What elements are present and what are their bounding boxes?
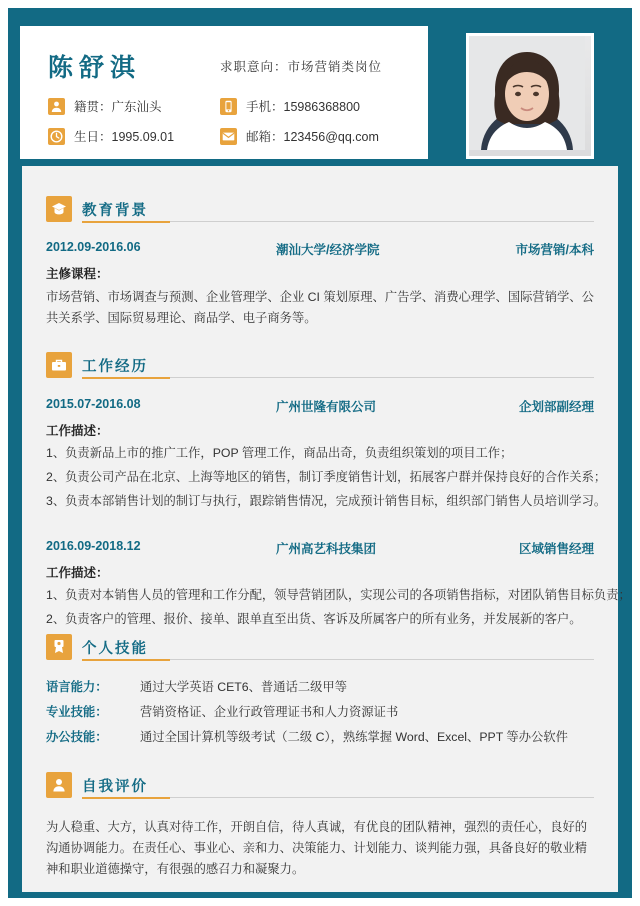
- section-evaluation-title: 自我评价: [82, 779, 148, 795]
- experience-1-item: 2、负责公司产品在北京、上海等地区的销售，制订季度销售计划，拓展客户群并保持良好的合作关系；: [46, 470, 607, 484]
- briefcase-icon: [46, 352, 72, 378]
- skill-label: 专业技能：: [46, 705, 108, 719]
- section-education-header: [46, 196, 594, 222]
- section-rule-accent: [82, 659, 170, 661]
- info-hometown: [48, 97, 162, 115]
- skill-value: 通过全国计算机等级考试（二级 C），熟练掌握 Word、Excel、PPT 等办公软件: [140, 730, 568, 744]
- phone-icon: [220, 98, 237, 115]
- resume-header: [8, 8, 632, 166]
- experience-2-desc-label: 工作描述：: [46, 566, 109, 580]
- education-date: 2012.09-2016.06: [46, 240, 141, 254]
- info-hometown-text: 籍贯：广东汕头: [74, 100, 162, 114]
- section-skills-header: [46, 634, 594, 660]
- info-birthday-text: 生日：1995.09.01: [74, 130, 175, 144]
- section-experience-title: 工作经历: [82, 359, 148, 375]
- experience-2-company: 广州高艺科技集团: [276, 542, 377, 556]
- section-rule-accent: [82, 797, 170, 799]
- medal-icon: [46, 634, 72, 660]
- skill-value: 通过大学英语 CET6、普通话二级甲等: [140, 680, 348, 694]
- education-courses-label: 主修课程：: [46, 267, 109, 281]
- evaluation-text: 为人稳重、大方，认真对待工作，开朗自信，待人真诚，有优良的团队精神，强烈的责任心，良好的沟通协调能力。在责任心、事业心、亲和力、决策能力、计划能力、谈判能力强，具备良好的敬业精神和职业道德操守，有很强的感召力和凝聚力。: [46, 820, 588, 876]
- section-rule-accent: [82, 377, 170, 379]
- education-courses: 市场营销、市场调查与预测、企业管理学、企业 CI 策划原理、广告学、消费心理学、国际营销学、公共关系学、国际贸易理论、商品学、电子商务等。: [46, 290, 594, 325]
- skill-label: 语言能力：: [46, 680, 108, 694]
- experience-1-item: 3、负责本部销售计划的制订与执行，跟踪销售情况，完成预计销售目标，组织部门销售人员培训学习。: [46, 494, 607, 508]
- info-email: [220, 127, 379, 145]
- experience-2-item: 1、负责对本销售人员的管理和工作分配，领导营销团队，实现公司的各项销售指标，对团队销售目标负责；: [46, 588, 631, 602]
- clock-icon: [48, 128, 65, 145]
- job-objective: 求职意向：市场营销类岗位: [220, 60, 383, 74]
- graduation-icon: [46, 196, 72, 222]
- experience-1-company: 广州世隆有限公司: [276, 400, 377, 414]
- section-experience-header: [46, 352, 594, 378]
- info-email-text: 邮箱：123456@qq.com: [246, 130, 379, 144]
- experience-2-date: 2016.09-2018.12: [46, 539, 141, 553]
- section-rule-accent: [82, 221, 170, 223]
- user-badge-icon: [46, 772, 72, 798]
- info-phone-text: 手机：15986368800: [246, 100, 360, 114]
- avatar: [466, 33, 594, 159]
- skill-value: 营销资格证、企业行政管理证书和人力资源证书: [140, 705, 399, 719]
- section-skills-title: 个人技能: [82, 641, 148, 657]
- info-birthday: [48, 127, 174, 145]
- experience-1-date: 2015.07-2016.08: [46, 397, 141, 411]
- section-evaluation-header: [46, 772, 594, 798]
- experience-1-item: 1、负责新品上市的推广工作，POP 管理工作，商品出奇，负责组织策划的项目工作；: [46, 446, 513, 460]
- experience-1-desc-label: 工作描述：: [46, 424, 109, 438]
- section-education-title: 教育背景: [82, 203, 148, 219]
- mail-icon: [220, 128, 237, 145]
- person-icon: [48, 98, 65, 115]
- info-phone: [220, 97, 360, 115]
- education-school: 潮汕大学/经济学院: [276, 243, 380, 257]
- candidate-name: 陈舒淇: [48, 54, 142, 82]
- experience-1-position: 企划部副经理: [518, 400, 594, 414]
- education-major: 市场营销/本科: [515, 243, 594, 257]
- experience-2-item: 2、负责客户的管理、报价、接单、跟单直至出货、客诉及所属客户的所有业务，并发展新的客户。: [46, 612, 582, 626]
- skill-label: 办公技能：: [46, 730, 108, 744]
- experience-2-position: 区域销售经理: [518, 542, 594, 556]
